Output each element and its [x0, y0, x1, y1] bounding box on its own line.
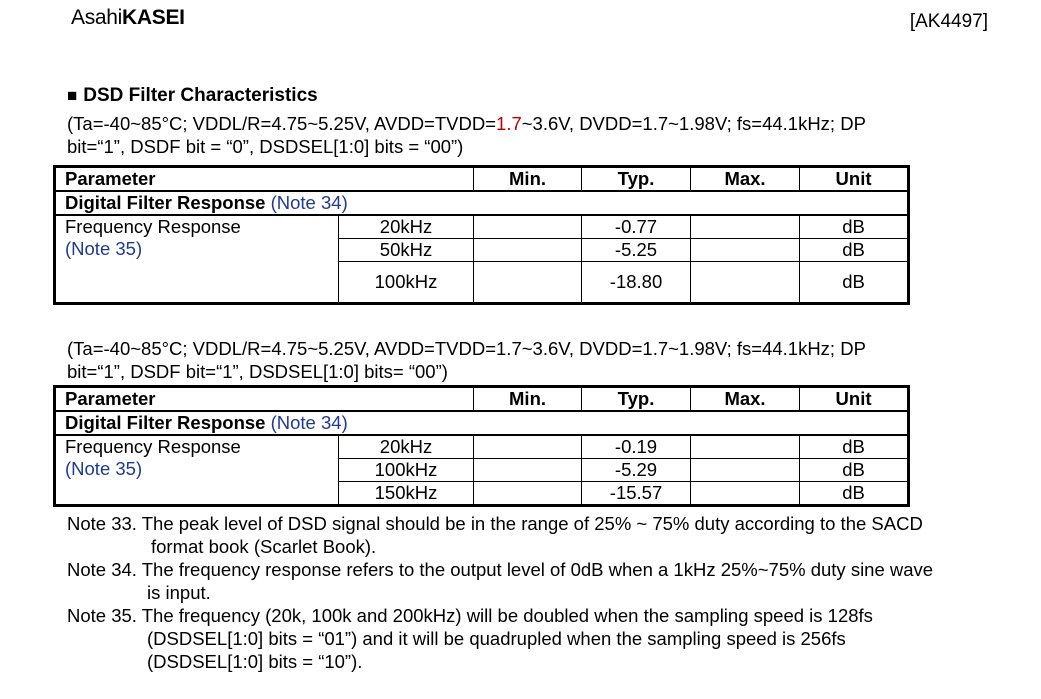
note-35-link[interactable]: (Note 35) — [65, 238, 143, 259]
typ-cell: -0.19 — [582, 435, 691, 459]
typ-cell: -15.57 — [582, 482, 691, 506]
frequency-response-cell: Frequency Response (Note 35) — [55, 215, 339, 304]
header-unit: Unit — [800, 387, 909, 412]
unit-cell: dB — [800, 459, 909, 482]
min-cell — [474, 482, 582, 506]
freq-cell: 100kHz — [339, 262, 474, 304]
unit-cell: dB — [800, 215, 909, 239]
unit-cell: dB — [800, 239, 909, 262]
unit-cell: dB — [800, 435, 909, 459]
min-cell — [474, 262, 582, 304]
max-cell — [691, 482, 800, 506]
max-cell — [691, 262, 800, 304]
section-heading — [67, 85, 318, 107]
header-parameter: Parameter — [55, 167, 474, 192]
freq-cell: 20kHz — [339, 215, 474, 239]
typ-cell: -0.77 — [582, 215, 691, 239]
freq-cell: 20kHz — [339, 435, 474, 459]
conditions-line-1: (Ta=-40~85°C; VDDL/R=4.75~5.25V, AVDD=TVDD=1.7~3.6V, DVDD=1.7~1.98V; fs=44.1kHz; DP — [67, 113, 866, 134]
typ-cell: -18.80 — [582, 262, 691, 304]
logo-light-text: Asahi — [71, 6, 123, 29]
company-logo — [71, 6, 185, 30]
max-cell — [691, 239, 800, 262]
header-min: Min. — [474, 167, 582, 192]
header-min: Min. — [474, 387, 582, 412]
group-label-cell: Digital Filter Response (Note 34) — [55, 411, 909, 435]
spec-table-2 — [53, 385, 910, 507]
conditions-line-1: (Ta=-40~85°C; VDDL/R=4.75~5.25V, AVDD=TVDD=1.7~3.6V, DVDD=1.7~1.98V; fs=44.1kHz; DP — [67, 338, 866, 359]
freq-cell: 150kHz — [339, 482, 474, 506]
min-cell — [474, 435, 582, 459]
table-header-row — [55, 167, 909, 192]
spec-table-1 — [53, 165, 910, 305]
conditions-block-1 — [67, 112, 997, 158]
conditions-line-2: bit=“1”, DSDF bit=“1”, DSDSEL[1:0] bits= “00”) — [67, 361, 448, 382]
header-typ: Typ. — [582, 387, 691, 412]
section-title: DSD Filter Characteristics — [83, 85, 318, 106]
freq-cell: 100kHz — [339, 459, 474, 482]
typ-cell: -5.29 — [582, 459, 691, 482]
note-34: Note 34. The frequency response refers to the output level of 0dB when a 1kHz 25%~75% duty sine wave is input. — [67, 559, 934, 603]
conditions-block-2 — [67, 337, 997, 383]
min-cell — [474, 459, 582, 482]
group-row — [55, 411, 909, 435]
note-33: Note 33. The peak level of DSD signal should be in the range of 25% ~ 75% duty according to the SACD format book (Scarlet Book). — [67, 513, 923, 557]
unit-cell: dB — [800, 262, 909, 304]
note-35-link[interactable]: (Note 35) — [65, 458, 143, 479]
max-cell — [691, 435, 800, 459]
note-35: Note 35. The frequency (20k, 100k and 200kHz) will be doubled when the sampling speed is 128fs (DSDSEL[1:0] bits = “01”) and it will be quadrupled when the sampling speed is 256fs (DSDSEL[1:0] bits = “10”). — [67, 605, 873, 672]
table-header-row — [55, 387, 909, 412]
min-cell — [474, 215, 582, 239]
min-cell — [474, 239, 582, 262]
table-row — [55, 435, 909, 459]
unit-cell: dB — [800, 482, 909, 506]
table-row — [55, 215, 909, 239]
freq-cell: 50kHz — [339, 239, 474, 262]
document-id: [AK4497] — [909, 11, 988, 32]
conditions-line-2: bit=“1”, DSDF bit = “0”, DSDSEL[1:0] bits = “00”) — [67, 136, 464, 157]
typ-cell: -5.25 — [582, 239, 691, 262]
group-label-cell: Digital Filter Response (Note 34) — [55, 191, 909, 215]
highlighted-value: 1.7 — [496, 113, 522, 134]
header-typ: Typ. — [582, 167, 691, 192]
square-bullet-icon: ■ — [67, 86, 78, 105]
frequency-response-cell: Frequency Response (Note 35) — [55, 435, 339, 506]
group-row — [55, 191, 909, 215]
note-34-link[interactable]: (Note 34) — [270, 192, 348, 213]
logo-bold-text: KASEI — [122, 6, 185, 29]
note-34-link[interactable]: (Note 34) — [270, 412, 348, 433]
header-max: Max. — [691, 387, 800, 412]
max-cell — [691, 459, 800, 482]
header-max: Max. — [691, 167, 800, 192]
header-parameter: Parameter — [55, 387, 474, 412]
max-cell — [691, 215, 800, 239]
header-unit: Unit — [800, 167, 909, 192]
